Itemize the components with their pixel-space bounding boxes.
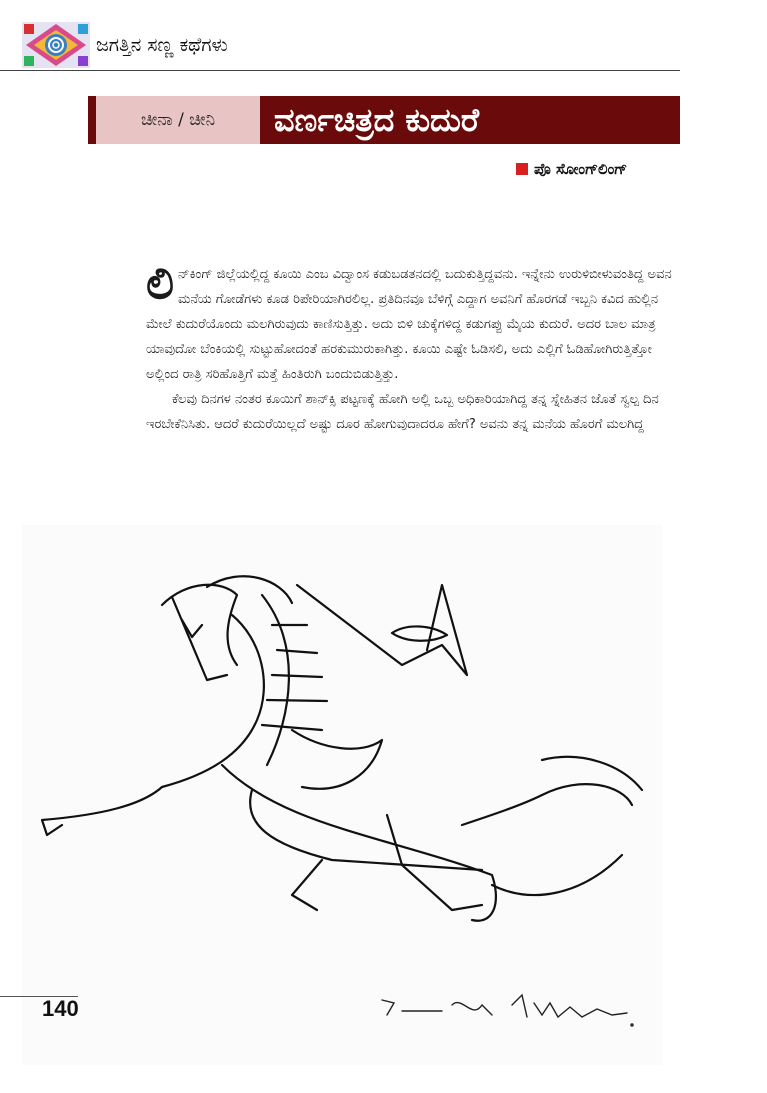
drop-cap: ಲಿ xyxy=(146,258,175,309)
paragraph-1 xyxy=(146,258,676,387)
story-title-band xyxy=(88,96,680,144)
paragraph-2: ಕೆಲವು ದಿನಗಳ ನಂತರ ಕೂಯಿಗೆ ಶಾನ್‌ಕ್ಸಿ ಪಟ್ಟಣಕ್ಕೆ ಹೋಗಿ ಅಲ್ಲಿ ಒಬ್ಬ ಅಧಿಕಾರಿಯಾಗಿದ್ದ ತನ್ನ ಸ್ನೇಹಿತನ ಜೊತೆ ಸ್ವಲ್ಪ ದಿನ ಇರಬೇಕೆನಿಸಿತು. ಆದರೆ ಕುದುರೆಯಿಲ್ಲದೆ ಅಷ್ಟು ದೂರ ಹೋಗುವುದಾದರೂ ಹೇಗೆ? ಅವನು ತನ್ನ ಮನೆಯ ಹೊರಗೆ ಮಲಗಿದ್ದ xyxy=(146,392,659,432)
title-band-edge xyxy=(88,96,96,144)
language-label: ಚೀನಾ / ಚೀನಿ xyxy=(96,96,260,144)
page-number: 140 xyxy=(42,996,79,1021)
horse-line-drawing xyxy=(22,525,662,1065)
spiral-logo-icon xyxy=(22,22,90,68)
author-name: ಪೊ ಸೋಂಗ್‌ಲಿಂಗ್ xyxy=(534,160,628,178)
running-title: ಜಗತ್ತಿನ ಸಣ್ಣ ಕಥೆಗಳು xyxy=(96,34,228,56)
square-marker-icon xyxy=(516,163,528,175)
story-title: ವರ್ಣಚಿತ್ರದ ಕುದುರೆ xyxy=(260,96,680,144)
story-body xyxy=(146,258,676,437)
header-divider xyxy=(0,70,680,71)
paragraph-1-text: ನ್‌ಕಿಂಗ್ ಜಿಲ್ಲೆಯಲ್ಲಿದ್ದ ಕೂಯಿ ಎಂಬ ವಿದ್ವಾಂಸ ಕಡುಬಡತನದಲ್ಲಿ ಬದುಕುತ್ತಿದ್ದವನು. ಇನ್ನೇನು ಉರುಳಿಬೀಳುವಂತಿದ್ದ ಅವನ ಮನೆಯ ಗೋಡೆಗಳು ಕೂಡ ರಿಪೇರಿಯಾಗಿರಲಿಲ್ಲ. ಪ್ರತಿದಿನವೂ ಬೆಳಿಗ್ಗೆ ಎದ್ದಾಗ ಅವನಿಗೆ ಹೊರಗಡೆ ಇಬ್ಬನಿ ಕವಿದ ಹುಲ್ಲಿನ ಮೇಲೆ ಕುದುರೆಯೊಂದು ಮಲಗಿರುವುದು ಕಾಣಿಸುತ್ತಿತ್ತು. ಅದು ಬಿಳಿ ಚುಕ್ಕೆಗಳಿದ್ದ ಕಡುಗಪ್ಪು ಮೈಯ ಕುದುರೆ. ಅದರ ಬಾಲ ಮಾತ್ರ ಯಾವುದೋ ಬೆಂಕಿಯಲ್ಲಿ ಸುಟ್ಟುಹೋದಂತೆ ಹರಕುಮುರುಕಾಗಿತ್ತು. ಕೂಯಿ ಎಷ್ಟೇ ಓಡಿಸಲಿ, ಅದು ಎಲ್ಲಿಗೆ ಓಡಿಹೋಗಿರುತ್ತಿತ್ತೋ ಅಲ್ಲಿಂದ ರಾತ್ರಿ ಸರಿಹೊತ್ತಿಗೆ ಮತ್ತೆ ಹಿಂತಿರುಗಿ ಬಂದುಬಿಡುತ್ತಿತ್ತು. xyxy=(146,267,672,382)
horse-illustration xyxy=(22,525,662,1065)
author-line xyxy=(516,160,627,178)
